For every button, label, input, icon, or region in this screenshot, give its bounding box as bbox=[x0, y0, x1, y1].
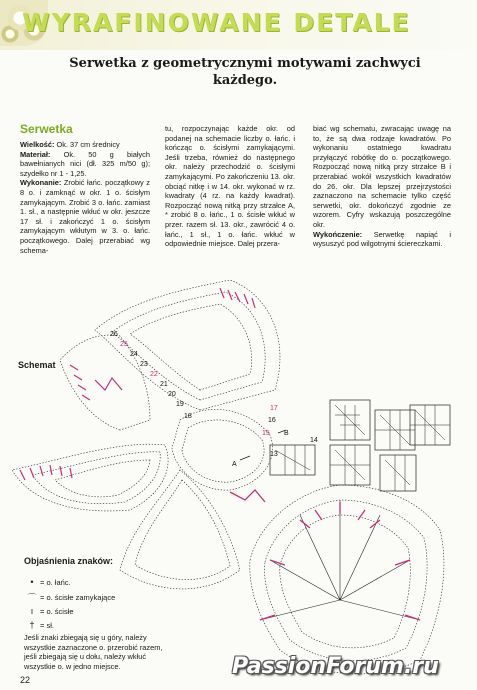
legend-title: Objaśnienia znaków: bbox=[24, 556, 114, 566]
row-number-22: 22 bbox=[150, 371, 158, 378]
work-text: Zrobić łańc. początkowy z 8 o. i zamknąć w okr. 1 o. ścisłym zamykającym. Zrobić 3 o. łańc. zamiast 1. sł., a następnie wkłuć w okr. jeszcze 17 sł. i zakończyć 1 o. ścisłym zamykającym wkłutym w 3. o. łańc. początkowego. Dalej przerabiać wg schema- bbox=[20, 178, 150, 255]
diagram-fan-spokes bbox=[260, 500, 420, 620]
double-crochet-icon: † bbox=[29, 620, 35, 630]
text-column-3 bbox=[313, 124, 451, 249]
row-number-15: 15 bbox=[262, 430, 270, 437]
diagram-petal-left bbox=[12, 444, 168, 511]
text-column-1 bbox=[20, 140, 150, 255]
size-label: Wielkość: bbox=[20, 140, 55, 149]
legend-note: Jeśli znaki zbiegają się u góry, należy wszystkie zaznaczone o. przerobić razem, jeśli zbiegają się u dołu, należy wkłuć wszystkie o. w jedno miejsce. bbox=[24, 633, 163, 671]
text-column-2 bbox=[165, 124, 295, 249]
chain-stitch-icon: • bbox=[30, 577, 34, 587]
row-number-24: 24 bbox=[130, 351, 138, 358]
legend-row-slip bbox=[24, 591, 115, 603]
legend-text: = o. ścisłe zamykające bbox=[40, 592, 116, 602]
material-label: Materiał: bbox=[20, 149, 51, 159]
watermark: PassionForum.ru bbox=[232, 654, 439, 679]
legend-text: = o. ścisłe bbox=[40, 606, 74, 616]
legend-row-chain bbox=[24, 576, 71, 588]
row-number-25: 25 bbox=[120, 341, 128, 348]
section-title: Serwetka bbox=[20, 122, 73, 136]
finish-text: Serwetkę napiąć i wysuszyć pod wilgotnymi ściereczkami. bbox=[313, 229, 451, 249]
schemat-label: Schemat bbox=[18, 360, 56, 370]
material-text: Ok. 50 g białych bawełnianych nici (dł. 325 m/50 g); szydełko nr 1 - 1,25. bbox=[20, 149, 150, 178]
diagram-fan-lower-right bbox=[250, 485, 444, 674]
diagram-petal-lower-left bbox=[120, 470, 240, 589]
column-3-text: biać wg schematu, zwracając uwagę na to, że są dwa rodzaje kwadratów. Po wykonaniu ostatniego kwadratu przyłączyć robótkę do o. początkowego. Rozpocząć nową nitką przy strzałce B i przerabiać wokół wszystkich kwadratów do 26. okr. Dla lepszej przejrzystości zaznaczono na schemacie tylko część serwetki, okr. dokończyć zgodnie ze wzorem. Cyfry wskazują poszczególne okr. bbox=[313, 124, 451, 229]
row-number-26: 26 bbox=[110, 331, 118, 338]
article-subtitle: Serwetka z geometrycznymi motywami zachwyci każdego. bbox=[69, 56, 421, 88]
row-number-21: 21 bbox=[160, 381, 168, 388]
diagram-pink-left bbox=[20, 465, 72, 480]
row-number-20: 20 bbox=[168, 391, 176, 398]
legend-row-double bbox=[24, 619, 54, 631]
size-text: Ok. 37 cm średnicy bbox=[54, 140, 120, 149]
magazine-title: WYRAFINOWANE DETALE bbox=[22, 8, 411, 37]
legend-text: = o. łańc. bbox=[40, 577, 71, 587]
row-number-14: 14 bbox=[310, 437, 318, 444]
arrow-b-label: B bbox=[284, 430, 289, 437]
column-2-text: tu, rozpoczynając każde okr. od podanej na schemacie liczby o. łańc. i kończąc o. ścisłymi zamykającymi. Jeśli trzeba, również do następnego okr. należy przechodzić o. ścisłymi zamykającymi. Po zakończeniu 13. okr. obciąć nitkę i w 14. okr. wykonać w rz. kwadraty (4 rz. na każdy kwadrat). Rozpocząć nową nitką przy strzałce A, * zrobić 8 o. łańc., 1 o. ścisłe wkłuć w przer. razem sł. 13. okr., zawrócić 4 o. łańc., 1 sł., 1 o. łańc. wkłuć w odpowiednie miejsce. Dalej przera- bbox=[165, 124, 295, 249]
page-number: 22 bbox=[20, 675, 31, 685]
legend-text: = sł. bbox=[40, 620, 54, 630]
finish-label: Wykończenie: bbox=[313, 229, 363, 239]
row-number-19: 19 bbox=[176, 401, 184, 408]
diagram-squares bbox=[270, 400, 450, 491]
legend-row-single bbox=[24, 605, 74, 617]
row-number-17: 17 bbox=[270, 405, 278, 412]
diagram-pink-lower-right bbox=[230, 490, 420, 620]
slip-stitch-icon: ⌒ bbox=[27, 592, 37, 603]
arrow-a-label: A bbox=[232, 461, 237, 468]
diagram-center-ring bbox=[172, 409, 273, 490]
work-label: Wykonanie: bbox=[20, 178, 62, 188]
row-number-23: 23 bbox=[140, 361, 148, 368]
row-number-18: 18 bbox=[184, 413, 192, 420]
row-number-16: 16 bbox=[268, 417, 276, 424]
row-number-13: 13 bbox=[270, 451, 278, 458]
single-crochet-icon: ı bbox=[30, 606, 34, 616]
crochet-diagram bbox=[0, 270, 477, 690]
